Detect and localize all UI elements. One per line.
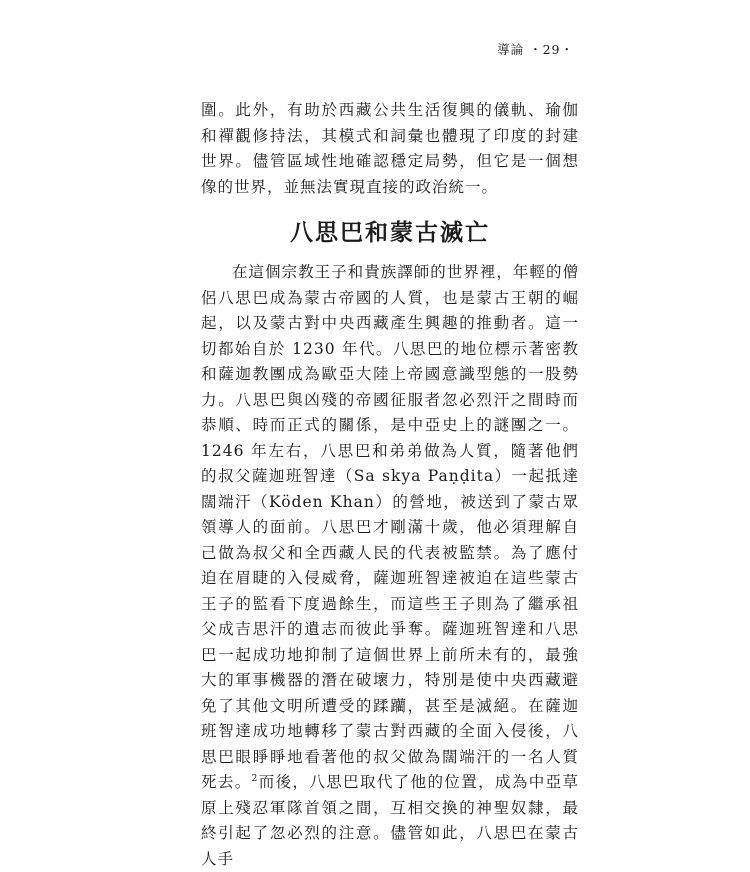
body-text-before-note: 在這個宗教王子和貴族譯師的世界裡，年輕的僧侶八思巴成為蒙古帝國的人質，也是蒙古王朝的崛起，以及蒙古對中央西藏產生興趣的推動者。這一切都始自於 1230 年代。八思巴的地位標示著密教和薩迦教團成為歐亞大陸上帝國意識型態的一股勢力。八思巴與凶殘的帝國征服者忽必烈汗之間時而恭順、時而正式的關係，是中亞史上的謎團之一。1246 年左右，八思巴和弟弟做為人質，隨著他們的叔父薩迦班智達（Sa skya Paṇḍita）一起抵達闊端汗（Köden Khan）的營地，被送到了蒙古眾領導人的面前。八思巴才剛滿十歲，他必須理解自己做為叔父和全西藏人民的代表被監禁。為了應付迫在眉睫的入侵威脅，薩迦班智達被迫在這些蒙古王子的監看下度過餘生，而這些王子則為了繼承祖父成吉思汗的遺志而彼此爭奪。薩迦班智達和八思巴一起成功地抑制了這個世界上前所未有的，最強大的軍事機器的潛在破壞力，特別是使中央西藏避免了其他文明所遭受的蹂躪，甚至是滅絕。在薩迦班智達成功地轉移了蒙古對西藏的全面入侵後，八思巴眼睜睜地看著他的叔父做為闊端汗的一名人質死去。: [201, 263, 579, 791]
body-text-block: [201, 260, 579, 872]
section-title: 八思巴和蒙古滅亡: [290, 220, 490, 246]
intro-paragraph: 圍。此外，有助於西藏公共生活復興的儀軌、瑜伽和禪觀修持法，其模式和詞彙也體現了印度的封建世界。儘管區域性地確認穩定局勢，但它是一個想像的世界，並無法實現直接的政治統一。: [201, 101, 579, 196]
running-head: 導論 ・29・: [497, 42, 574, 57]
intro-text-block: [201, 98, 579, 200]
body-paragraph: [201, 260, 579, 872]
footnote-marker[interactable]: 2: [251, 773, 259, 784]
body-text-after-note: 而後，八思巴取代了他的位置，成為中亞草原上殘忍軍隊首領之間，互相交換的神聖奴隸，最終引起了忽必烈的注意。儘管如此，八思巴在蒙古人手: [201, 773, 579, 868]
